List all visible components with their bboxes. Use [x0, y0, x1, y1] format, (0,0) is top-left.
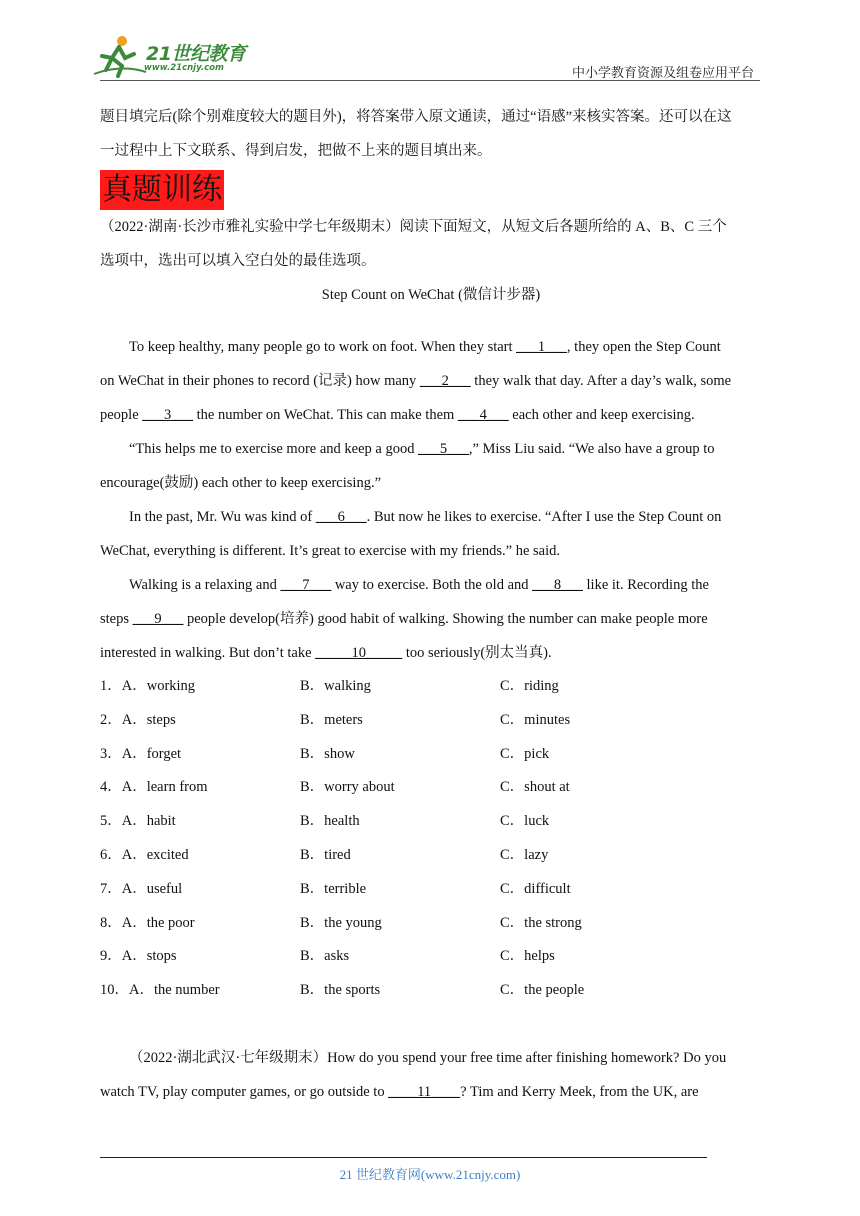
option-c[interactable]: C．minutes — [500, 711, 571, 728]
passage-title: Step Count on WeChat (微信计步器) — [321, 287, 541, 303]
option-row — [100, 974, 762, 1008]
option-c[interactable]: C．riding — [500, 678, 559, 694]
passage-line: people ___3___ the number on WeChat. This can make them ___4___ each other and keep exercising. — [100, 407, 695, 423]
runner-logo-icon — [92, 34, 148, 78]
blank-2: ___2___ — [419, 373, 471, 389]
option-a[interactable]: 3．A．forget — [100, 745, 182, 762]
blank-3: ___3___ — [142, 407, 194, 423]
site-logo[interactable] — [92, 34, 262, 78]
passage-paragraph: In the past, Mr. Wu was kind of ___6___. But now he likes to exercise. “After I use the Step Count on — [129, 509, 722, 525]
section-banner: 真题训练 — [100, 170, 224, 210]
option-b[interactable]: B．asks — [300, 948, 350, 965]
passage-line: steps ___9___ people develop(培养) good habit of walking. Showing the number can make people more — [100, 611, 708, 627]
question-source: （2022·湖南·长沙市雅礼实验中学七年级期末）阅读下面短文，从短文后各题所给的 A、B、C 三个 — [100, 219, 727, 235]
option-b[interactable]: B．show — [300, 745, 355, 762]
option-a[interactable]: 8．A．the poor — [100, 914, 195, 931]
option-a[interactable]: 2．A．steps — [100, 711, 176, 728]
header-slogan: 中小学教育资源及组卷应用平台 — [571, 65, 754, 80]
option-a[interactable]: 9．A．stops — [100, 948, 177, 965]
passage-paragraph: “This helps me to exercise more and keep a good ___5___,” Miss Liu said. “We also have a group to — [129, 441, 715, 457]
option-row — [100, 738, 762, 772]
logo-url: www.21cnjy.com — [144, 63, 224, 73]
intro-line: 题目填完后(除个别难度较大的题目外)，将答案带入原文通读，通过“语感”来核实答案。还可以在这 — [100, 109, 732, 125]
blank-8: ___8___ — [532, 577, 583, 593]
passage-paragraph: To keep healthy, many people go to work on foot. When they start ___1___, they open the Step Count — [129, 339, 721, 355]
page-footer[interactable]: 21 世纪教育网(www.21cnjy.com) — [339, 1167, 521, 1182]
option-c[interactable]: C．shout at — [500, 779, 570, 796]
option-row — [100, 805, 762, 839]
option-b[interactable]: B．terrible — [300, 880, 367, 897]
option-b[interactable]: B．the young — [300, 914, 382, 931]
option-c[interactable]: C．the people — [500, 982, 585, 999]
option-c[interactable]: C．lazy — [500, 846, 549, 863]
option-c[interactable]: C．helps — [500, 948, 555, 965]
option-a[interactable]: 7．A．useful — [100, 880, 183, 897]
option-row — [100, 907, 762, 941]
page-header — [0, 0, 860, 80]
blank-10: _____10_____ — [315, 645, 403, 661]
option-c[interactable]: C．difficult — [500, 880, 571, 897]
option-row — [100, 670, 762, 704]
option-a[interactable]: 4．A．learn from — [100, 779, 208, 796]
option-c[interactable]: C．the strong — [500, 914, 582, 931]
options-list — [100, 670, 762, 1008]
footer-divider — [100, 1157, 707, 1158]
question-instruction: 选项中，选出可以填入空白处的最佳选项。 — [100, 253, 376, 269]
blank-4: ___4___ — [457, 407, 509, 423]
intro-line: 一过程中上下文联系、得到启发，把做不上来的题目填出来。 — [100, 143, 492, 159]
option-b[interactable]: B．meters — [300, 711, 363, 728]
option-b[interactable]: B．walking — [300, 678, 371, 694]
question-source: （2022·湖北武汉·七年级期末）How do you spend your free time after finishing homework? Do you — [129, 1049, 727, 1066]
blank-9: ___9___ — [132, 611, 184, 627]
option-c[interactable]: C．luck — [500, 813, 550, 830]
option-b[interactable]: B．health — [300, 813, 360, 830]
option-b[interactable]: B．worry about — [300, 779, 395, 796]
option-b[interactable]: B．the sports — [300, 982, 381, 999]
option-row — [100, 839, 762, 873]
option-row — [100, 873, 762, 907]
blank-5: ___5___ — [418, 441, 469, 457]
option-a[interactable]: 10．A．the number — [100, 982, 220, 999]
logo-text: 21世纪教育 — [146, 43, 246, 65]
passage-line: on WeChat in their phones to record (记录) how many ___2___ they walk that day. After a day’s walk, some — [100, 373, 732, 389]
option-c[interactable]: C．pick — [500, 745, 550, 762]
passage-line: watch TV, play computer games, or go outside to ____11____? Tim and Kerry Meek, from the UK, are — [100, 1083, 699, 1100]
option-row — [100, 940, 762, 974]
option-row — [100, 771, 762, 805]
passage-line: encourage(鼓励) each other to keep exercising.” — [100, 475, 382, 491]
option-row — [100, 704, 762, 738]
blank-1: ___1___ — [516, 339, 567, 355]
option-b[interactable]: B．tired — [300, 846, 351, 863]
option-a[interactable]: 1．A．working — [100, 678, 196, 694]
passage-line: interested in walking. But don’t take _____10_____ too seriously(别太当真). — [100, 645, 552, 661]
passage-paragraph: Walking is a relaxing and ___7___ way to exercise. Both the old and ___8___ like it. Recording the — [129, 577, 709, 593]
header-divider — [100, 80, 760, 81]
blank-11: ____11____ — [388, 1083, 461, 1100]
blank-7: ___7___ — [280, 577, 332, 593]
option-a[interactable]: 5．A．habit — [100, 813, 176, 830]
option-a[interactable]: 6．A．excited — [100, 846, 189, 863]
passage-line: WeChat, everything is different. It’s great to exercise with my friends.” he said. — [100, 543, 561, 559]
blank-6: ___6___ — [315, 509, 367, 525]
document-body — [100, 100, 762, 1109]
